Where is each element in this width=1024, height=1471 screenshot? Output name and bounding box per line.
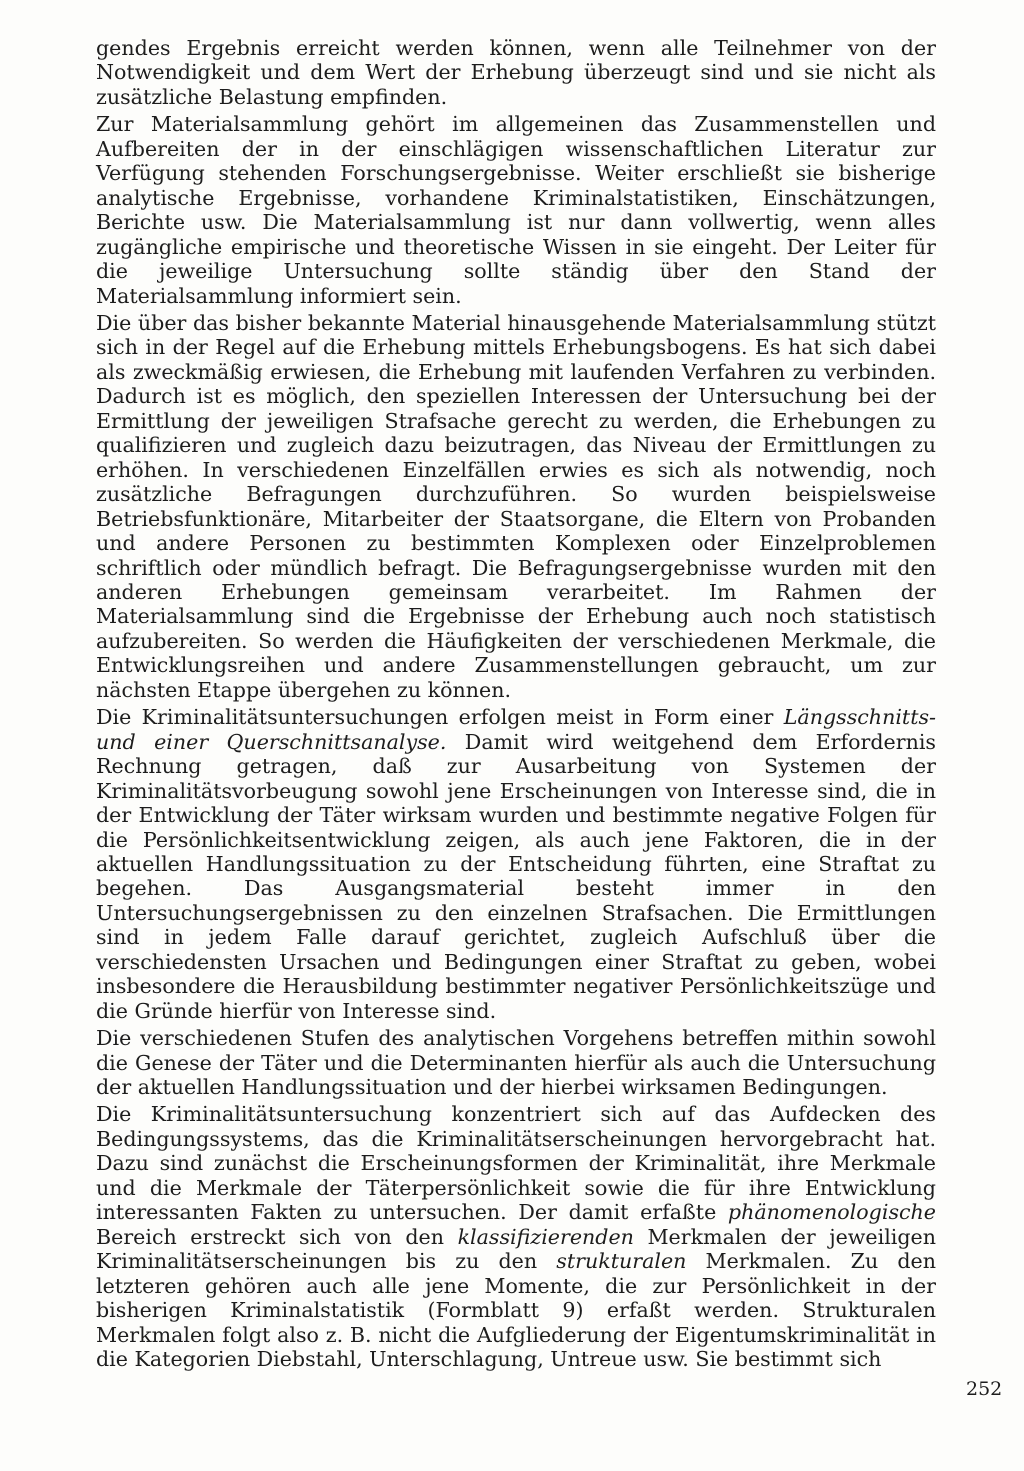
- text-segment: Die Kriminalitätsuntersuchung konzentriert sich auf das Aufdecken des Bedingungssystems, das die Kriminalitätserscheinungen hervorgebracht hat. Dazu sind zunächst die Erscheinungsformen der Kriminalität, ihre Merkmale und die Merkmale der Täterpersönlichkeit sowie die für ihre Entwicklung interessanten Fakten zu untersuchen. Der damit erfaßte: [96, 1102, 936, 1225]
- page-number: 252: [966, 1378, 1003, 1400]
- text-segment: Damit wird weitgehend dem Erfordernis Rechnung getragen, daß zur Ausarbeitung von Systemen der Kriminalitätsvorbeugung sowohl jene Erscheinungen von Interesse sind, die in der Entwicklung der Täter wirksam wurden und bestimmte negative Folgen für die Persönlichkeitsentwicklung zeigen, als auch jene Faktoren, die in der aktuellen Handlungssituation zu der Entscheidung führten, eine Straftat zu begehen. Das Ausgangsmaterial besteht immer in den Untersuchungsergebnissen zu den einzelnen Strafsachen. Die Ermittlungen sind in jedem Falle darauf gerichtet, zugleich Aufschluß über die verschiedensten Ursachen und Bedingungen einer Straftat zu geben, wobei insbesondere die Herausbildung bestimmter negativer Persönlichkeitszüge und die Gründe hierfür von Interesse sind.: [96, 729, 936, 1023]
- emphasized-text: strukturalen: [556, 1249, 687, 1274]
- body-text: [96, 36, 936, 1371]
- paragraph: [96, 112, 936, 308]
- text-segment: Merkmalen. Zu den letzteren gehören auch alle jene Momente, die zur Persönlichkeit in der bisherigen Kriminalstatistik (Formblatt 9) erfaßt werden. Strukturalen Merkmalen folgt also z. B. nicht die Aufgliederung der Eigentumskriminalität in die Kategorien Diebstahl, Unterschlagung, Untreue usw. Sie bestimmt sich: [96, 1249, 936, 1372]
- text-segment: Die über das bisher bekannte Material hinausgehende Materialsammlung stützt sich in der Regel auf die Erhebung mittels Erhebungsbogens. Es hat sich dabei als zweckmäßig erwiesen, die Erhebung mit laufenden Verfahren zu verbinden. Dadurch ist es möglich, den speziellen Interessen der Untersuchung bei der Ermittlung der jeweiligen Strafsache gerecht zu werden, die Erhebungen zu qualifizieren und zugleich dazu beizutragen, das Niveau der Ermittlungen zu erhöhen. In verschiedenen Einzelfällen erwies es sich als notwendig, noch zusätzliche Befragungen durchzuführen. So wurden beispielsweise Betriebsfunktionäre, Mitarbeiter der Staatsorgane, die Eltern von Probanden und andere Personen zu bestimmten Komplexen oder Einzelproblemen schriftlich oder mündlich befragt. Die Befragungsergebnisse wurden mit den anderen Erhebungen gemeinsam verarbeitet. Im Rahmen der Materialsammlung sind die Ergebnisse der Erhebung auch noch statistisch aufzubereiten. So werden die Häufigkeiten der verschiedenen Merkmale, die Entwicklungsreihen und andere Zusammenstellungen gebraucht, um zur nächsten Etappe übergehen zu können.: [96, 310, 936, 702]
- emphasized-text: phänomenologische: [727, 1200, 936, 1225]
- text-segment: Merkmalen der jeweiligen Kriminalitätserscheinungen bis zu den: [96, 1224, 937, 1274]
- paragraph: [96, 311, 936, 702]
- text-segment: Bereich erstreckt sich von den: [96, 1224, 458, 1249]
- emphasized-text: klassifizierenden: [457, 1224, 634, 1249]
- emphasized-text: Längsschnitts- und einer Querschnittsanalyse.: [96, 705, 936, 754]
- paragraph: [96, 1102, 936, 1371]
- text-segment: gendes Ergebnis erreicht werden können, wenn alle Teilnehmer von der Notwendigkeit und dem Wert der Erhebung überzeugt sind und sie nicht als zusätzliche Belastung empfinden.: [96, 36, 936, 109]
- text-segment: Die Kriminalitätsuntersuchungen erfolgen meist in Form einer: [96, 705, 784, 730]
- paragraph: [96, 705, 936, 1023]
- paragraph: [96, 36, 936, 109]
- paragraph: [96, 1026, 936, 1099]
- text-segment: Die verschiedenen Stufen des analytischen Vorgehens betreffen mithin sowohl die Genese der Täter und die Determinanten hierfür als auch die Untersuchung der aktuellen Handlungssituation und der hierbei wirksamen Bedingungen.: [96, 1026, 936, 1100]
- text-segment: Zur Materialsammlung gehört im allgemeinen das Zusammenstellen und Aufbereiten der in der einschlägigen wissenschaftlichen Literatur zur Verfügung stehenden Forschungsergebnisse. Weiter erschließt sie bisherige analytische Ergebnisse, vorhandene Kriminalstatistiken, Einschätzungen, Berichte usw. Die Materialsammlung ist nur dann vollwertig, wenn alles zugängliche empirische und theoretische Wissen in sie eingeht. Der Leiter für die jeweilige Untersuchung sollte ständig über den Stand der Materialsammlung informiert sein.: [96, 112, 936, 308]
